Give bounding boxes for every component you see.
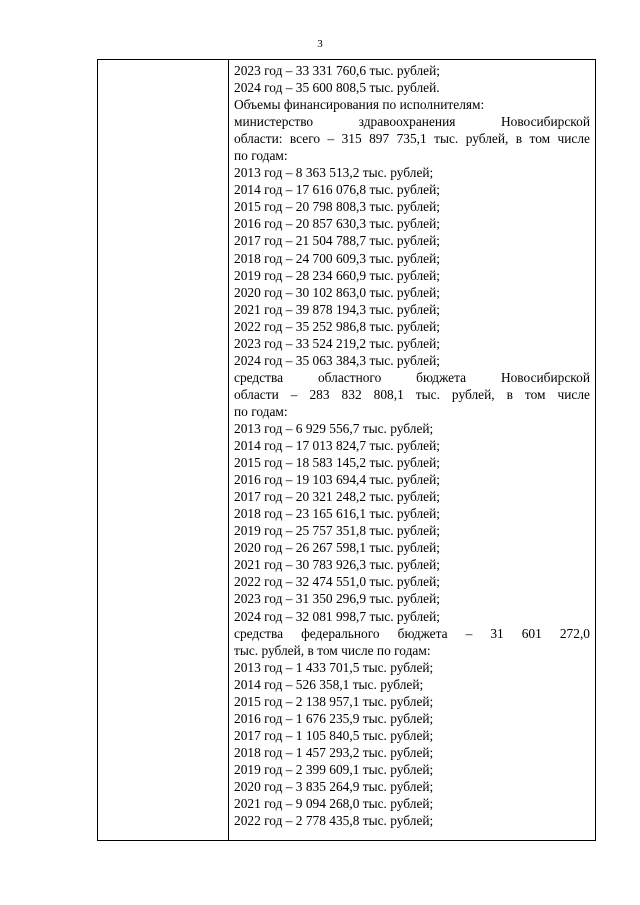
text-line: области: всего – 315 897 735,1 тыс. рублей, в том числе: [234, 131, 590, 147]
text-line: 2014 год – 526 358,1 тыс. рублей;: [234, 676, 424, 692]
text-line: 2013 год – 1 433 701,5 тыс. рублей;: [234, 659, 434, 675]
text-line: 2022 год – 2 778 435,8 тыс. рублей;: [234, 813, 434, 829]
text-line: средства областного бюджета Новосибирской: [234, 369, 590, 385]
text-line: 2015 год – 2 138 957,1 тыс. рублей;: [234, 693, 434, 709]
text-line: 2013 год – 8 363 513,2 тыс. рублей;: [234, 165, 434, 181]
text-line: 2024 год – 35 063 384,3 тыс. рублей;: [234, 352, 440, 368]
text-line: 2019 год – 2 399 609,1 тыс. рублей;: [234, 761, 434, 777]
text-line: 2018 год – 1 457 293,2 тыс. рублей;: [234, 744, 434, 760]
text-line: 2020 год – 30 102 863,0 тыс. рублей;: [234, 284, 440, 300]
column-divider: [228, 60, 229, 840]
text-line: 2022 год – 35 252 986,8 тыс. рублей;: [234, 318, 440, 334]
text-line: области – 283 832 808,1 тыс. рублей, в том числе: [234, 386, 590, 402]
text-line: средства федерального бюджета – 31 601 272,0: [234, 625, 590, 641]
text-line: 2024 год – 35 600 808,5 тыс. рублей.: [234, 80, 440, 96]
text-line: по годам:: [234, 148, 288, 164]
text-line: 2021 год – 39 878 194,3 тыс. рублей;: [234, 301, 440, 317]
text-line: 2017 год – 1 105 840,5 тыс. рублей;: [234, 727, 434, 743]
text-line: 2018 год – 24 700 609,3 тыс. рублей;: [234, 250, 440, 266]
text-line: 2024 год – 32 081 998,7 тыс. рублей;: [234, 608, 440, 624]
text-line: министерство здравоохранения Новосибирской: [234, 114, 590, 130]
text-line: 2015 год – 18 583 145,2 тыс. рублей;: [234, 455, 440, 471]
text-line: 2016 год – 19 103 694,4 тыс. рублей;: [234, 472, 440, 488]
text-line: 2013 год – 6 929 556,7 тыс. рублей;: [234, 420, 434, 436]
text-line: 2017 год – 20 321 248,2 тыс. рублей;: [234, 489, 440, 505]
text-line: 2023 год – 33 331 760,6 тыс. рублей;: [234, 63, 440, 78]
text-line: 2021 год – 9 094 268,0 тыс. рублей;: [234, 796, 434, 812]
text-line: 2019 год – 25 757 351,8 тыс. рублей;: [234, 523, 440, 539]
text-line: 2014 год – 17 013 824,7 тыс. рублей;: [234, 438, 440, 454]
text-line: Объемы финансирования по исполнителям:: [234, 97, 485, 113]
text-line: 2014 год – 17 616 076,8 тыс. рублей;: [234, 182, 440, 198]
text-line: 2019 год – 28 234 660,9 тыс. рублей;: [234, 267, 440, 283]
text-line: 2017 год – 21 504 788,7 тыс. рублей;: [234, 233, 440, 249]
text-line: 2020 год – 26 267 598,1 тыс. рублей;: [234, 540, 440, 556]
text-line: тыс. рублей, в том числе по годам:: [234, 642, 431, 658]
text-line: 2020 год – 3 835 264,9 тыс. рублей;: [234, 778, 434, 794]
text-line: 2018 год – 23 165 616,1 тыс. рублей;: [234, 506, 440, 522]
text-line: 2016 год – 1 676 235,9 тыс. рублей;: [234, 710, 434, 726]
text-line: 2021 год – 30 783 926,3 тыс. рублей;: [234, 557, 440, 573]
text-line: 2022 год – 32 474 551,0 тыс. рублей;: [234, 574, 440, 590]
text-line: 2023 год – 33 524 219,2 тыс. рублей;: [234, 335, 440, 351]
financing-content-cell: [234, 62, 590, 829]
text-line: по годам:: [234, 403, 288, 419]
page-number: 3: [317, 38, 323, 50]
text-line: 2023 год – 31 350 296,9 тыс. рублей;: [234, 591, 440, 607]
text-line: 2015 год – 20 798 808,3 тыс. рублей;: [234, 199, 440, 215]
financing-table: [97, 59, 596, 841]
text-line: 2016 год – 20 857 630,3 тыс. рублей;: [234, 216, 440, 232]
